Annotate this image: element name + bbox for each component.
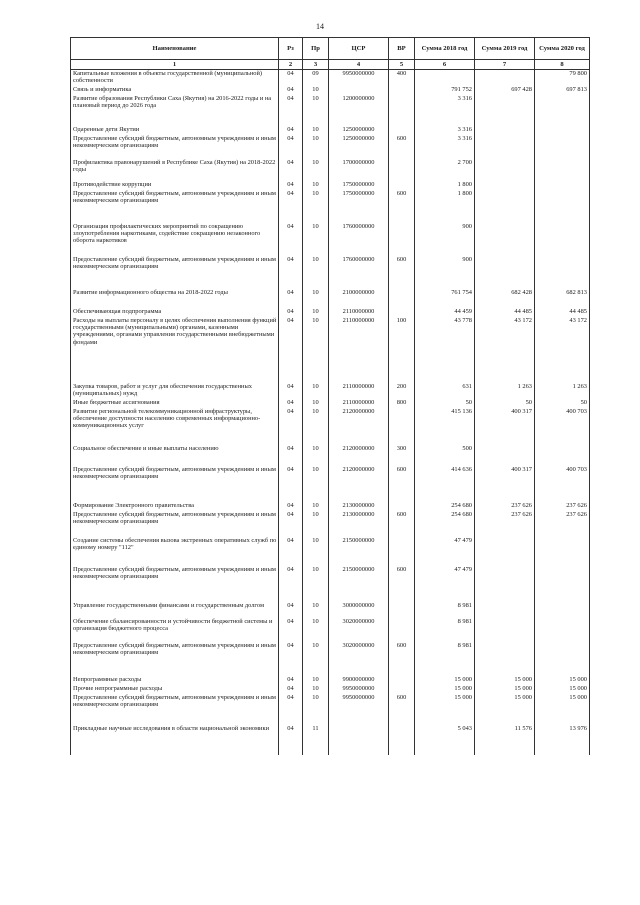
table-row — [71, 511, 590, 537]
row-sum-2018: 8 981 — [415, 642, 475, 676]
row-pr: 10 — [303, 511, 329, 537]
row-sum-2019: 15 000 — [475, 676, 535, 685]
row-sum-2018: 1 800 — [415, 190, 475, 223]
row-sum-2018 — [415, 70, 475, 86]
row-sum-2020 — [535, 256, 590, 289]
table-row — [71, 642, 590, 676]
table-row — [71, 317, 590, 383]
row-rz: 04 — [279, 256, 303, 289]
row-sum-2020 — [535, 135, 590, 159]
row-sum-2020 — [535, 537, 590, 566]
row-rz: 04 — [279, 159, 303, 181]
table-row — [71, 466, 590, 502]
row-sum-2019: 400 317 — [475, 466, 535, 502]
row-csr — [329, 86, 389, 95]
header-vr: ВР — [389, 38, 415, 60]
row-rz: 04 — [279, 317, 303, 383]
row-rz: 04 — [279, 190, 303, 223]
row-sum-2018: 791 752 — [415, 86, 475, 95]
column-number: 4 — [329, 60, 389, 70]
table-row — [71, 408, 590, 445]
row-name: Предоставление субсидий бюджетным, автономным учреждениям и иным некоммерческим организациям — [71, 511, 279, 537]
row-pr: 10 — [303, 676, 329, 685]
table-row — [71, 223, 590, 256]
row-sum-2019 — [475, 223, 535, 256]
row-name: Формирование Электронного правительства — [71, 502, 279, 511]
table-row — [71, 445, 590, 466]
row-sum-2018: 415 136 — [415, 408, 475, 445]
row-sum-2018: 500 — [415, 445, 475, 466]
table-row — [71, 95, 590, 126]
row-sum-2018: 15 000 — [415, 676, 475, 685]
header-pr: Пр — [303, 38, 329, 60]
row-sum-2018: 900 — [415, 256, 475, 289]
row-sum-2020: 13 976 — [535, 725, 590, 755]
column-number: 7 — [475, 60, 535, 70]
row-sum-2020: 400 703 — [535, 408, 590, 445]
row-pr: 10 — [303, 383, 329, 399]
table-row — [71, 383, 590, 399]
table-row — [71, 190, 590, 223]
column-number: 1 — [71, 60, 279, 70]
row-pr: 10 — [303, 317, 329, 383]
row-sum-2018: 3 316 — [415, 126, 475, 135]
row-sum-2018: 254 680 — [415, 502, 475, 511]
row-sum-2018: 631 — [415, 383, 475, 399]
row-csr: 3020000000 — [329, 642, 389, 676]
row-vr: 300 — [389, 445, 415, 466]
row-csr: 2120000000 — [329, 466, 389, 502]
row-vr — [389, 86, 415, 95]
table-row — [71, 694, 590, 725]
row-sum-2020 — [535, 126, 590, 135]
row-csr: 2130000000 — [329, 502, 389, 511]
row-csr: 1750000000 — [329, 181, 389, 190]
row-rz: 04 — [279, 725, 303, 755]
header-sum-2019: Сумма 2019 год — [475, 38, 535, 60]
row-sum-2020: 400 703 — [535, 466, 590, 502]
row-rz: 04 — [279, 399, 303, 408]
row-name: Обеспечение сбалансированности и устойчивости бюджетной системы и организация бюджетного процесса — [71, 618, 279, 642]
row-csr: 3020000000 — [329, 618, 389, 642]
table-row — [71, 618, 590, 642]
row-rz: 04 — [279, 181, 303, 190]
row-pr: 10 — [303, 408, 329, 445]
row-sum-2019: 43 172 — [475, 317, 535, 383]
row-vr — [389, 502, 415, 511]
row-vr: 600 — [389, 694, 415, 725]
row-sum-2019: 697 428 — [475, 86, 535, 95]
header-sum-2020: Сумма 2020 год — [535, 38, 590, 60]
budget-table — [70, 37, 590, 755]
table-row — [71, 602, 590, 618]
row-sum-2019 — [475, 618, 535, 642]
row-sum-2019 — [475, 445, 535, 466]
table-row — [71, 537, 590, 566]
row-sum-2018: 15 000 — [415, 685, 475, 694]
row-rz: 04 — [279, 126, 303, 135]
row-name: Предоставление субсидий бюджетным, автономным учреждениям и иным некоммерческим организациям — [71, 694, 279, 725]
row-sum-2020: 697 813 — [535, 86, 590, 95]
row-sum-2020 — [535, 159, 590, 181]
table-row — [71, 502, 590, 511]
row-sum-2019: 15 000 — [475, 685, 535, 694]
row-pr: 09 — [303, 70, 329, 86]
row-csr: 2120000000 — [329, 445, 389, 466]
row-pr: 10 — [303, 126, 329, 135]
row-name: Развитие образования Республики Саха (Якутия) на 2016-2022 годы и на плановый период до 2026 года — [71, 95, 279, 126]
row-pr: 11 — [303, 725, 329, 755]
row-rz: 04 — [279, 445, 303, 466]
row-pr: 10 — [303, 502, 329, 511]
header-rz: Рз — [279, 38, 303, 60]
row-rz: 04 — [279, 566, 303, 602]
row-sum-2020 — [535, 181, 590, 190]
row-sum-2019: 237 626 — [475, 511, 535, 537]
row-pr: 10 — [303, 618, 329, 642]
row-rz: 04 — [279, 289, 303, 308]
table-row — [71, 256, 590, 289]
row-name: Предоставление субсидий бюджетным, автономным учреждениям и иным некоммерческим организациям — [71, 466, 279, 502]
row-rz: 04 — [279, 676, 303, 685]
row-sum-2018: 8 981 — [415, 602, 475, 618]
row-name: Предоставление субсидий бюджетным, автономным учреждениям и иным некоммерческим организациям — [71, 135, 279, 159]
row-sum-2019: 400 317 — [475, 408, 535, 445]
row-vr: 600 — [389, 256, 415, 289]
row-sum-2020: 15 000 — [535, 676, 590, 685]
row-name: Расходы на выплаты персоналу в целях обеспечения выполнения функций государственными (муниципальными) органами, казенными учреждениями, органами управления государственными внебюджетными фондами — [71, 317, 279, 383]
row-vr — [389, 408, 415, 445]
row-sum-2019 — [475, 537, 535, 566]
row-name: Предоставление субсидий бюджетным, автономным учреждениям и иным некоммерческим организациям — [71, 566, 279, 602]
column-number: 8 — [535, 60, 590, 70]
row-name: Профилактика правонарушений в Республике Саха (Якутия) на 2018-2022 годы — [71, 159, 279, 181]
row-pr: 10 — [303, 95, 329, 126]
row-csr: 9950000000 — [329, 70, 389, 86]
row-vr: 600 — [389, 566, 415, 602]
table-row — [71, 181, 590, 190]
table-row — [71, 308, 590, 317]
row-sum-2020: 1 263 — [535, 383, 590, 399]
row-vr — [389, 289, 415, 308]
header-row — [71, 38, 590, 60]
header-csr: ЦСР — [329, 38, 389, 60]
row-pr: 10 — [303, 445, 329, 466]
row-pr: 10 — [303, 181, 329, 190]
row-rz: 04 — [279, 223, 303, 256]
row-sum-2019: 15 000 — [475, 694, 535, 725]
row-sum-2020: 237 626 — [535, 511, 590, 537]
row-csr: 1250000000 — [329, 135, 389, 159]
row-rz: 04 — [279, 694, 303, 725]
row-sum-2020 — [535, 445, 590, 466]
table-row — [71, 135, 590, 159]
row-vr: 600 — [389, 190, 415, 223]
column-number: 6 — [415, 60, 475, 70]
row-csr: 9950000000 — [329, 694, 389, 725]
table-row — [71, 685, 590, 694]
row-vr: 400 — [389, 70, 415, 86]
row-pr: 10 — [303, 308, 329, 317]
row-pr: 10 — [303, 289, 329, 308]
row-csr: 1760000000 — [329, 256, 389, 289]
row-sum-2020 — [535, 95, 590, 126]
page-number: 14 — [316, 22, 324, 31]
row-pr: 10 — [303, 135, 329, 159]
row-vr — [389, 181, 415, 190]
row-name: Управление государственными финансами и государственным долгом — [71, 602, 279, 618]
row-sum-2020 — [535, 618, 590, 642]
table-row — [71, 566, 590, 602]
row-sum-2020: 50 — [535, 399, 590, 408]
row-name: Предоставление субсидий бюджетным, автономным учреждениям и иным некоммерческим организациям — [71, 642, 279, 676]
table-body — [71, 70, 590, 755]
row-sum-2018: 44 459 — [415, 308, 475, 317]
table-row — [71, 399, 590, 408]
row-vr — [389, 725, 415, 755]
row-sum-2020: 43 172 — [535, 317, 590, 383]
row-name: Прочие непрограммные расходы — [71, 685, 279, 694]
row-csr: 1250000000 — [329, 126, 389, 135]
row-name: Развитие региональной телекоммуникационной инфраструктуры, обеспечение доступности населению современных информационно-коммуникационных услуг — [71, 408, 279, 445]
row-sum-2019 — [475, 159, 535, 181]
row-vr — [389, 685, 415, 694]
row-csr: 3000000000 — [329, 602, 389, 618]
row-csr: 2110000000 — [329, 383, 389, 399]
table-row — [71, 159, 590, 181]
row-vr — [389, 602, 415, 618]
row-sum-2019 — [475, 135, 535, 159]
row-rz: 04 — [279, 502, 303, 511]
row-rz: 04 — [279, 537, 303, 566]
column-number: 2 — [279, 60, 303, 70]
row-name: Социальное обеспечение и иные выплаты населению — [71, 445, 279, 466]
row-sum-2018: 43 778 — [415, 317, 475, 383]
row-sum-2019: 44 485 — [475, 308, 535, 317]
row-sum-2018: 1 800 — [415, 181, 475, 190]
row-rz: 04 — [279, 408, 303, 445]
row-csr: 9950000000 — [329, 685, 389, 694]
row-sum-2019 — [475, 181, 535, 190]
row-sum-2018: 50 — [415, 399, 475, 408]
row-pr: 10 — [303, 190, 329, 223]
row-pr: 10 — [303, 566, 329, 602]
row-sum-2018: 900 — [415, 223, 475, 256]
header-sum-2018: Сумма 2018 год — [415, 38, 475, 60]
row-name: Предоставление субсидий бюджетным, автономным учреждениям и иным некоммерческим организациям — [71, 256, 279, 289]
row-csr: 1750000000 — [329, 190, 389, 223]
row-csr: 2130000000 — [329, 511, 389, 537]
row-sum-2019: 11 576 — [475, 725, 535, 755]
row-name: Обеспечивающая подпрограмма — [71, 308, 279, 317]
row-csr: 2150000000 — [329, 566, 389, 602]
row-rz: 04 — [279, 642, 303, 676]
row-rz: 04 — [279, 70, 303, 86]
row-sum-2020 — [535, 566, 590, 602]
row-rz: 04 — [279, 95, 303, 126]
row-pr: 10 — [303, 602, 329, 618]
row-sum-2018: 3 316 — [415, 95, 475, 126]
row-name: Создание системы обеспечения вызова экстренных оперативных служб по единому номеру "112" — [71, 537, 279, 566]
header-name: Наименование — [71, 38, 279, 60]
row-sum-2020: 682 813 — [535, 289, 590, 308]
table-row — [71, 86, 590, 95]
column-number: 3 — [303, 60, 329, 70]
row-csr: 2110000000 — [329, 399, 389, 408]
row-csr — [329, 725, 389, 755]
row-sum-2018: 47 479 — [415, 537, 475, 566]
row-pr: 10 — [303, 223, 329, 256]
column-number-row — [71, 60, 590, 70]
table-row — [71, 676, 590, 685]
row-rz: 04 — [279, 602, 303, 618]
row-csr: 1760000000 — [329, 223, 389, 256]
row-rz: 04 — [279, 383, 303, 399]
row-sum-2019 — [475, 70, 535, 86]
row-sum-2018: 15 000 — [415, 694, 475, 725]
row-sum-2019 — [475, 126, 535, 135]
row-vr — [389, 223, 415, 256]
row-sum-2019 — [475, 95, 535, 126]
row-csr: 2110000000 — [329, 308, 389, 317]
row-pr: 10 — [303, 537, 329, 566]
row-vr — [389, 126, 415, 135]
row-csr: 2150000000 — [329, 537, 389, 566]
row-rz: 04 — [279, 466, 303, 502]
row-name: Прикладные научные исследования в области национальной экономики — [71, 725, 279, 755]
row-sum-2020: 15 000 — [535, 694, 590, 725]
row-sum-2020: 15 000 — [535, 685, 590, 694]
row-sum-2020: 237 626 — [535, 502, 590, 511]
row-sum-2020 — [535, 223, 590, 256]
row-sum-2018: 8 981 — [415, 618, 475, 642]
row-vr: 800 — [389, 399, 415, 408]
row-sum-2019 — [475, 602, 535, 618]
row-sum-2019 — [475, 642, 535, 676]
row-name: Капитальные вложения в объекты государственной (муниципальной) собственности — [71, 70, 279, 86]
row-rz: 04 — [279, 308, 303, 317]
row-csr: 2100000000 — [329, 289, 389, 308]
row-vr: 600 — [389, 466, 415, 502]
row-rz: 04 — [279, 135, 303, 159]
row-name: Закупка товаров, работ и услуг для обеспечения государственных (муниципальных) нужд — [71, 383, 279, 399]
row-csr: 1700000000 — [329, 159, 389, 181]
row-sum-2018: 414 636 — [415, 466, 475, 502]
row-pr: 10 — [303, 466, 329, 502]
table-row — [71, 70, 590, 86]
row-vr — [389, 618, 415, 642]
column-number: 5 — [389, 60, 415, 70]
row-pr: 10 — [303, 694, 329, 725]
row-csr: 1200000000 — [329, 95, 389, 126]
row-name: Иные бюджетные ассигнования — [71, 399, 279, 408]
table-row — [71, 289, 590, 308]
row-vr — [389, 159, 415, 181]
row-sum-2019: 1 263 — [475, 383, 535, 399]
row-rz: 04 — [279, 685, 303, 694]
row-csr: 9900000000 — [329, 676, 389, 685]
row-pr: 10 — [303, 642, 329, 676]
row-vr: 100 — [389, 317, 415, 383]
row-sum-2018: 254 680 — [415, 511, 475, 537]
row-sum-2018: 5 043 — [415, 725, 475, 755]
row-name: Непрограммные расходы — [71, 676, 279, 685]
row-vr — [389, 676, 415, 685]
row-pr: 10 — [303, 159, 329, 181]
row-vr: 600 — [389, 511, 415, 537]
row-vr: 200 — [389, 383, 415, 399]
row-sum-2018: 2 700 — [415, 159, 475, 181]
row-sum-2018: 3 316 — [415, 135, 475, 159]
row-sum-2020 — [535, 642, 590, 676]
row-pr: 10 — [303, 86, 329, 95]
row-vr — [389, 537, 415, 566]
row-pr: 10 — [303, 256, 329, 289]
row-sum-2019: 237 626 — [475, 502, 535, 511]
row-rz: 04 — [279, 618, 303, 642]
row-name: Предоставление субсидий бюджетным, автономным учреждениям и иным некоммерческим организациям — [71, 190, 279, 223]
row-name: Противодействие коррупции — [71, 181, 279, 190]
row-csr: 2110000000 — [329, 317, 389, 383]
row-vr: 600 — [389, 135, 415, 159]
row-sum-2020: 79 800 — [535, 70, 590, 86]
row-name: Одаренные дети Якутии — [71, 126, 279, 135]
row-name: Развитие информационного общества на 2018-2022 годы — [71, 289, 279, 308]
row-sum-2020 — [535, 190, 590, 223]
row-vr — [389, 95, 415, 126]
table-row — [71, 126, 590, 135]
row-vr — [389, 308, 415, 317]
row-sum-2019: 682 428 — [475, 289, 535, 308]
row-sum-2019 — [475, 566, 535, 602]
row-name: Организация профилактических мероприятий по сокращению злоупотребления наркотиками, содействие сокращению незаконного оборота наркотиков — [71, 223, 279, 256]
row-pr: 10 — [303, 399, 329, 408]
row-vr: 600 — [389, 642, 415, 676]
row-sum-2019 — [475, 256, 535, 289]
row-rz: 04 — [279, 511, 303, 537]
row-pr: 10 — [303, 685, 329, 694]
row-sum-2019: 50 — [475, 399, 535, 408]
row-sum-2020: 44 485 — [535, 308, 590, 317]
row-sum-2020 — [535, 602, 590, 618]
row-sum-2018: 47 479 — [415, 566, 475, 602]
row-name: Связь и информатика — [71, 86, 279, 95]
row-csr: 2120000000 — [329, 408, 389, 445]
table-row — [71, 725, 590, 755]
row-sum-2019 — [475, 190, 535, 223]
row-sum-2018: 761 754 — [415, 289, 475, 308]
row-rz: 04 — [279, 86, 303, 95]
